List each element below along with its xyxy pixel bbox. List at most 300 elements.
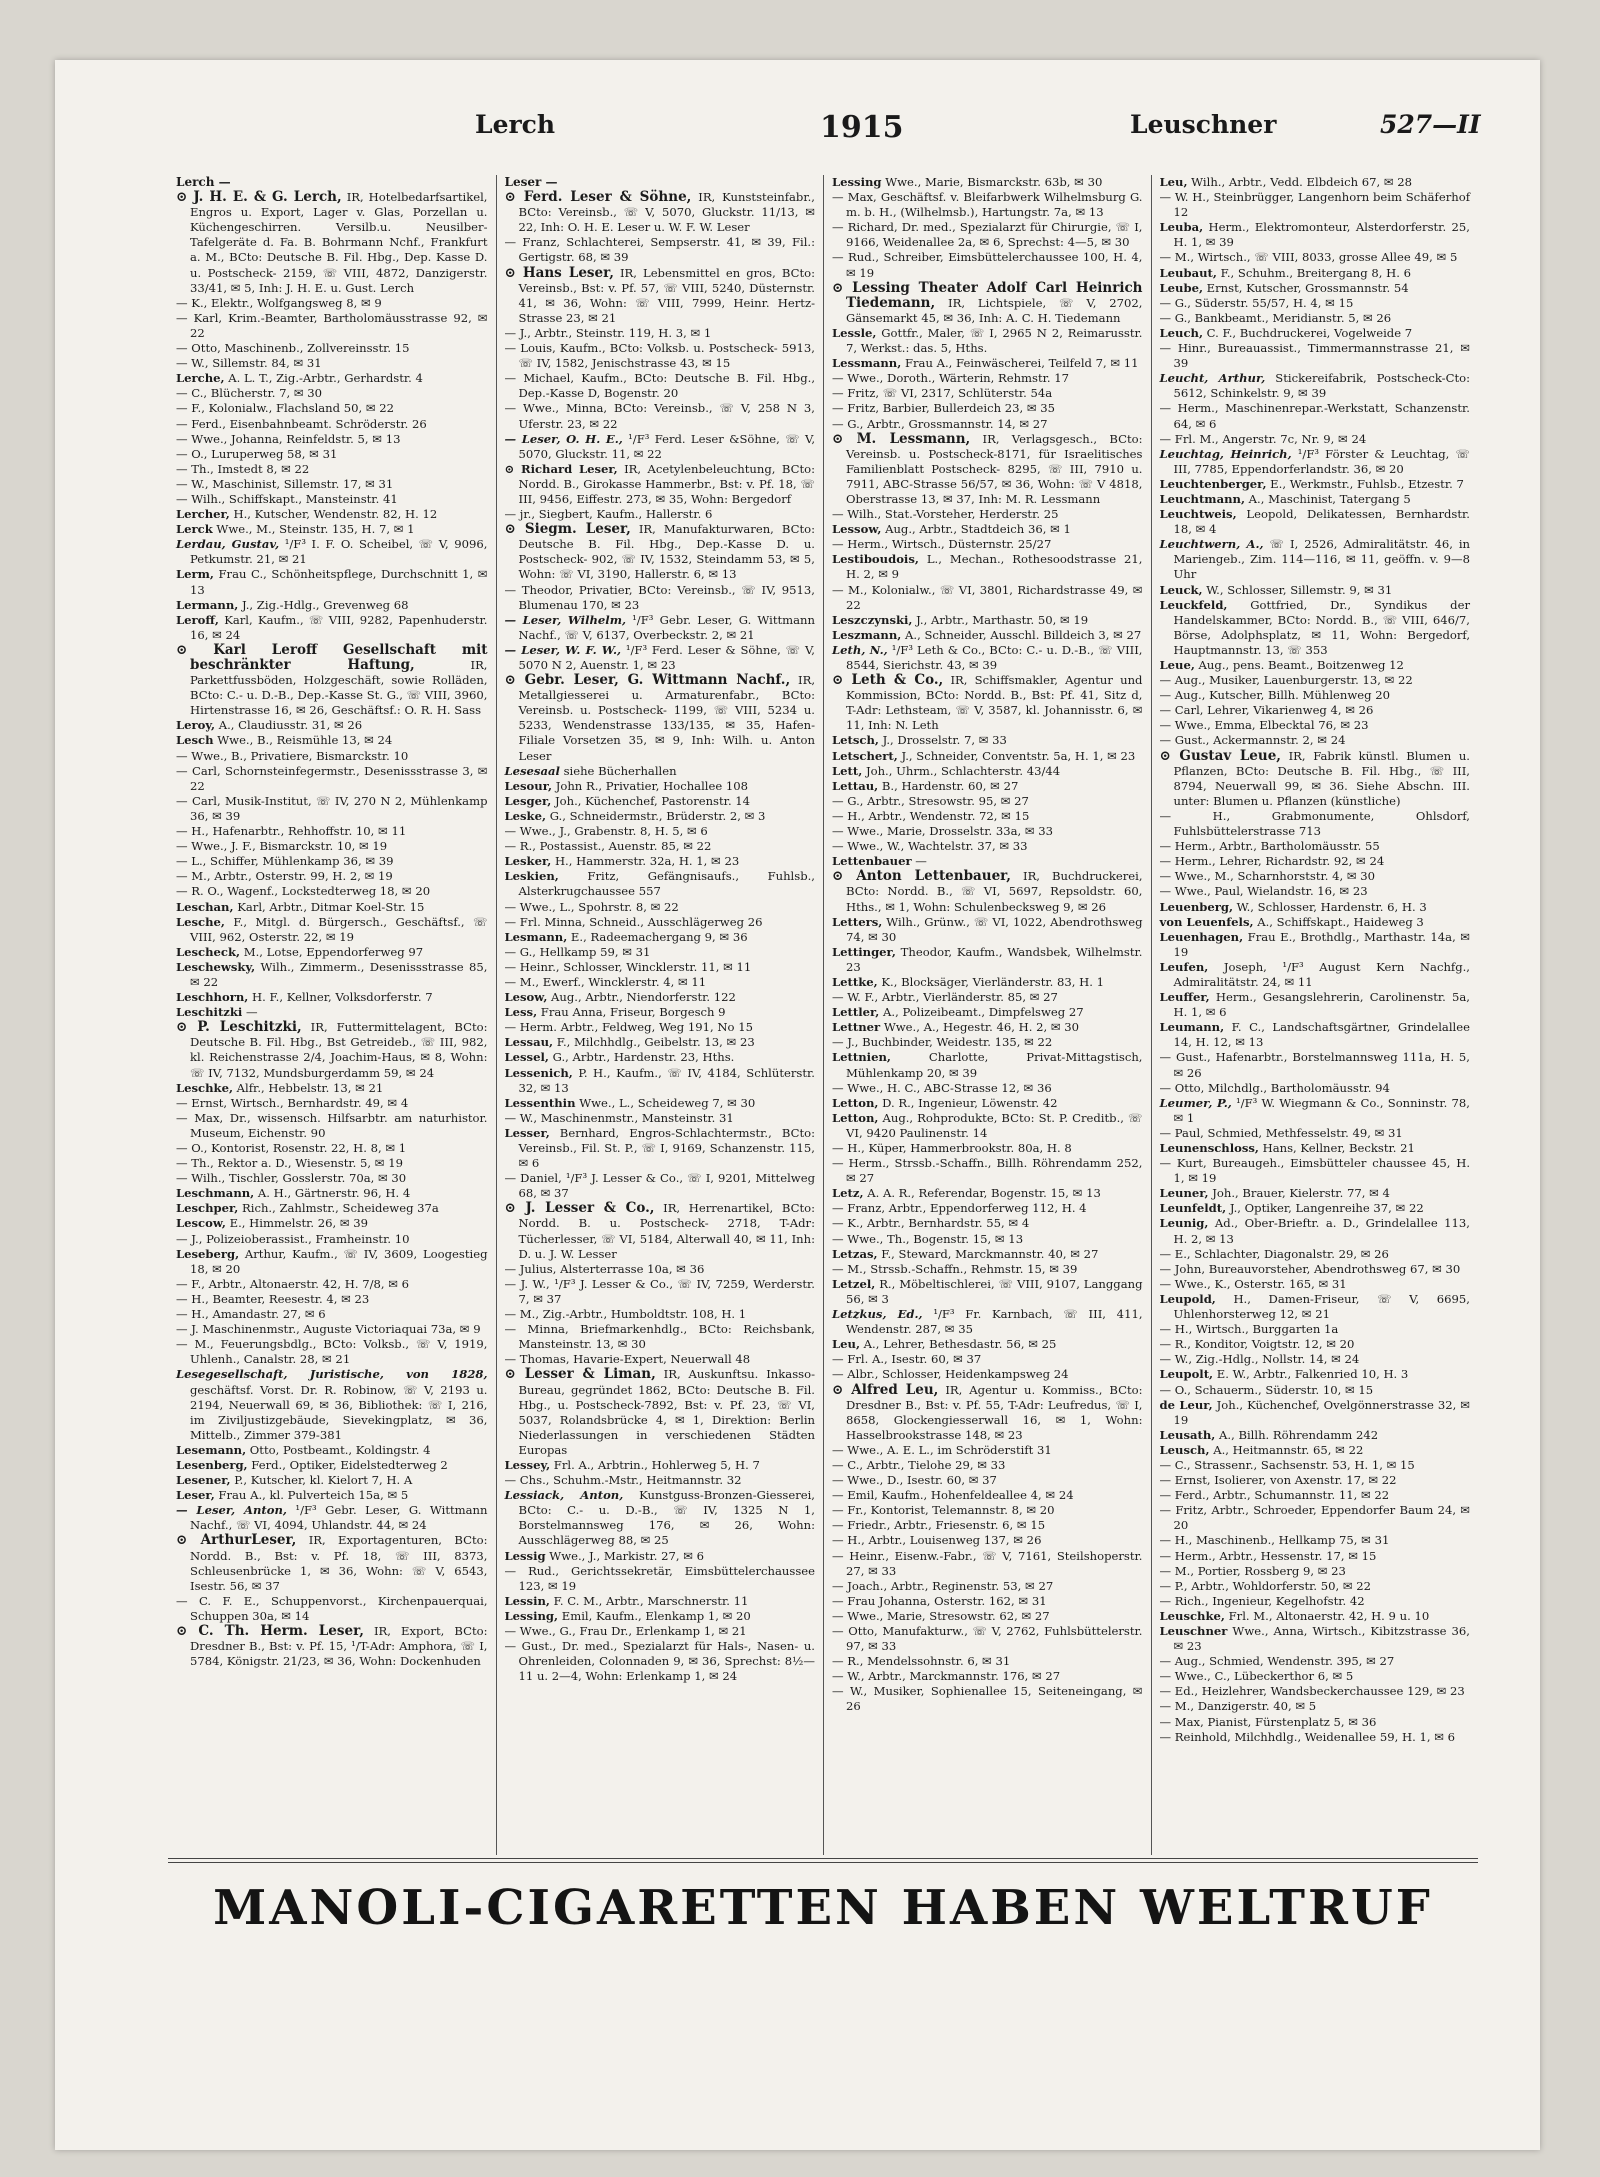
entry-details: IR, Agentur u. Kommiss., BCto: Dresdner B., Bst: v. Pf. 55, T-Adr: Leufredus, ☏ I, 8658, Glockengiesserwall 16, ✉ 1, Wohn: Hasselbrookstrasse 148, ✉ 23 <box>846 1382 1143 1442</box>
entry-details: — M., Wirtsch., ☏ VIII, 8033, grosse Allee 49, ✉ 5 <box>1159 250 1458 265</box>
entry-name: ⊙ C. Th. Herm. Leser, <box>176 1623 364 1639</box>
entry-details: — Ed., Heizlehrer, Wandsbeckerchaussee 129, ✉ 23 <box>1159 1684 1465 1699</box>
entry-details: — H., Küper, Hammerbrookstr. 80a, H. 8 <box>832 1141 1072 1155</box>
entry-name: Leuchtweis, <box>1159 507 1237 522</box>
directory-entry <box>176 507 488 522</box>
directory-entry <box>505 1322 816 1352</box>
entry-details: H., Damen-Friseur, ☏ V, 6695, Uhlenhorsterweg 12, ✉ 21 <box>1173 1291 1470 1322</box>
directory-entry <box>1160 1549 1471 1564</box>
entry-details: Otto, Postbeamt., Koldingstr. 4 <box>246 1442 431 1457</box>
directory-entry <box>1160 1428 1471 1443</box>
entry-details: — Chs., Schuhm.-Mstr., Heitmannstr. 32 <box>504 1473 742 1488</box>
entry-name: Leth, N., <box>832 642 888 657</box>
entry-details: Gottfried, Dr., Syndikus der Handelskammer, BCto: Nordd. B., ☏ VIII, 646/7, Börse, Adolphsplatz, ✉ 11, Wohn: Bergedorf, Hauptmannstr. 13, ☏ 353 <box>1173 597 1470 657</box>
entry-details: — Carl, Schornsteinfegermstr., Desenissstrasse 3, ✉ 22 <box>176 763 488 793</box>
entry-details: Stickereifabrik, Postscheck-Cto: 5612, Schinkelstr. 9, ✉ 39 <box>1173 371 1470 401</box>
directory-entry <box>1160 250 1471 265</box>
directory-entry <box>1160 854 1471 869</box>
entry-name: Leschan, <box>176 899 234 914</box>
entry-details: IR, Manufakturwaren, BCto: Deutsche B. Fil. Hbg., Dep.-Kasse D. u. Postscheck- 902, ☏ IV, 1532, Steindamm 53, ✉ 5, Wohn: ☏ VI, 3190, Hallerstr. 6, ✉ 13 <box>518 522 815 582</box>
entry-details: — Herm., Maschinenrepar.-Werkstatt, Schanzenstr. 64, ✉ 6 <box>1159 401 1470 431</box>
entry-name: Lercher, <box>176 507 230 522</box>
entry-details: J., Zig.-Hdlg., Grevenweg 68 <box>238 597 409 612</box>
directory-entry <box>1160 1473 1471 1488</box>
directory-entry <box>1160 1201 1471 1216</box>
directory-entry <box>176 371 488 386</box>
entry-name: Leubaut, <box>1159 265 1217 280</box>
directory-entry <box>505 779 816 794</box>
directory-entry <box>176 417 488 432</box>
entry-details: P., Kutscher, kl. Kielort 7, H. A <box>230 1473 413 1488</box>
entry-details: — Wwe., W., Wachtelstr. 37, ✉ 33 <box>832 839 1028 854</box>
entry-details: A., Maschinist, Tatergang 5 <box>1244 491 1411 506</box>
directory-entry <box>1160 1337 1471 1352</box>
directory-entry <box>505 1005 816 1020</box>
entry-details: Arthur, Kaufm., ☏ IV, 3609, Loogestieg 18, ✉ 20 <box>190 1246 488 1276</box>
directory-entry <box>832 1609 1143 1624</box>
directory-entry <box>176 432 488 447</box>
directory-entry <box>176 1247 488 1277</box>
directory-entry <box>832 1020 1143 1035</box>
entry-name: Leschke, <box>176 1080 233 1095</box>
directory-entry <box>176 749 488 764</box>
entry-name: Lessing, <box>504 1608 559 1623</box>
directory-entry <box>1160 1669 1471 1684</box>
entry-details: Wilh., Arbtr., Vedd. Elbdeich 67, ✉ 28 <box>1187 175 1413 189</box>
directory-entry <box>505 1624 816 1639</box>
entry-details: — Gust., Dr. med., Spezialarzt für Hals-, Nasen- u. Ohrenleiden, Colonnaden 9, ✉ 36, Sprechst: 8½—11 u. 2—4, Wohn: Erlenkamp 1, ✉ 24 <box>504 1639 815 1684</box>
entry-details: — R., Konditor, Voigtstr. 12, ✉ 20 <box>1159 1337 1355 1352</box>
entry-name: Lessin, <box>504 1593 550 1608</box>
directory-entry <box>176 477 488 492</box>
entry-details: — Wwe., D., Isestr. 60, ✉ 37 <box>832 1473 997 1488</box>
entry-details: — Wwe., Th., Bogenstr. 15, ✉ 13 <box>832 1231 1024 1246</box>
entry-details: J., Arbtr., Marthastr. 50, ✉ 19 <box>912 612 1089 627</box>
entry-details: — Kurt, Bureaugeh., Eimsbütteler chaussee 45, H. 1, ✉ 19 <box>1159 1156 1470 1186</box>
entry-details: — Wwe., Emma, Elbecktal 76, ✉ 23 <box>1159 718 1369 733</box>
directory-entry <box>832 733 1143 748</box>
entry-details: A., Billh. Röhrendamm 242 <box>1215 1427 1379 1442</box>
directory-entry <box>1160 432 1471 447</box>
directory-entry <box>505 809 816 824</box>
directory-entry <box>176 643 488 718</box>
entry-details: — C., Strassenr., Sachsenstr. 53, H. 1, ✉ 15 <box>1159 1457 1415 1472</box>
entry-details: — Gust., Ackermannstr. 2, ✉ 24 <box>1159 733 1346 748</box>
entry-details: B., Hardenstr. 60, ✉ 27 <box>878 778 1019 793</box>
entry-name: Leuffer, <box>1159 990 1210 1005</box>
entry-details: IR, Lichtspiele, ☏ V, 2702, Gänsemarkt 45, ✉ 36, Inh: A. C. H. Tiedemann <box>846 295 1143 325</box>
entry-details: — F., Arbtr., Altonaerstr. 42, H. 7/8, ✉ 6 <box>176 1276 410 1291</box>
directory-entry <box>505 462 816 507</box>
directory-entry <box>832 673 1143 733</box>
directory-entry <box>1160 1216 1471 1246</box>
entry-details: — Fritz, Arbtr., Schroeder, Eppendorfer Baum 24, ✉ 20 <box>1159 1503 1470 1533</box>
entry-name: ⊙ Karl Leroff Gesellschaft mit beschränkter Haftung, <box>176 641 488 673</box>
entry-details: E., Radeemachergang 9, ✉ 36 <box>567 929 748 944</box>
directory-entry <box>832 326 1143 356</box>
entry-details: Wwe., A., Hegestr. 46, H. 2, ✉ 30 <box>880 1020 1080 1035</box>
entry-details: — Wwe., J. F., Bismarckstr. 10, ✉ 19 <box>176 839 388 854</box>
entry-details: — Albr., Schlosser, Heidenkampsweg 24 <box>832 1367 1069 1382</box>
entry-details: A. L. T., Zig.-Arbtr., Gerhardstr. 4 <box>224 371 423 386</box>
entry-name: Lesche, <box>176 914 225 929</box>
entry-details: — Wilh., Tischler, Gosslerstr. 70a, ✉ 30 <box>176 1171 407 1186</box>
directory-entry <box>1160 869 1471 884</box>
entry-details: D. R., Ingenieur, Löwenstr. 42 <box>878 1095 1058 1110</box>
entry-details: — M., Arbtr., Osterstr. 99, H. 2, ✉ 19 <box>176 869 393 884</box>
entry-details: — Franz, Schlachterei, Sempserstr. 41, ✉ 39, Fil.: Gertigstr. 68, ✉ 39 <box>504 235 815 265</box>
entry-name: Lessig <box>504 1548 546 1563</box>
entry-details: — Wwe., L., Spohrstr. 8, ✉ 22 <box>504 899 679 914</box>
directory-entry <box>176 1292 488 1307</box>
entry-details: ¹/F³ I. F. O. Scheibel, ☏ V, 9096, Petkumstr. 21, ✉ 21 <box>190 537 488 567</box>
entry-name: Lestiboudois, <box>832 552 919 567</box>
entry-details: — Wwe., Paul, Wielandstr. 16, ✉ 23 <box>1159 884 1368 899</box>
entry-details: — M., Danzigerstr. 40, ✉ 5 <box>1159 1699 1317 1714</box>
entry-details: Wwe., Anna, Wirtsch., Kibitzstrasse 36, ✉ 23 <box>1173 1624 1470 1654</box>
directory-entry <box>505 1111 816 1126</box>
directory-entry <box>1160 1247 1471 1262</box>
entry-details: — Herm., Arbtr., Hessenstr. 17, ✉ 15 <box>1159 1548 1377 1563</box>
entry-details: F., Schuhm., Breitergang 8, H. 6 <box>1216 265 1411 280</box>
directory-entry <box>832 537 1143 552</box>
directory-entry <box>832 749 1143 764</box>
entry-details: Gottfr., Maler, ☏ I, 2965 N 2, Reimarusstr. 7, Werkst.: das. 5, Hths. <box>846 325 1143 356</box>
entry-details: Alfr., Hebbelstr. 13, ✉ 21 <box>233 1080 384 1095</box>
directory-entry <box>176 824 488 839</box>
entry-details: — Theodor, Privatier, BCto: Vereinsb., ☏ IV, 9513, Blumenau 170, ✉ 23 <box>504 582 815 612</box>
directory-entry <box>832 643 1143 673</box>
entry-details: — W., Maschinenmstr., Mansteinstr. 31 <box>504 1110 734 1125</box>
entry-details: IR, Export, BCto: Dresdner B., Bst: v. Pf. 15, ¹/T-Adr: Amphora, ☏ I, 5784, Königstr. 21/23, ✉ 36, Wohn: Dockenhuden <box>190 1624 488 1669</box>
entry-details: — M., Portier, Rossberg 9, ✉ 23 <box>1159 1563 1346 1578</box>
directory-entry <box>1160 281 1471 296</box>
entry-name: de Leur, <box>1159 1397 1213 1412</box>
entry-name: Leuba, <box>1159 220 1204 235</box>
entry-name: Letzas, <box>832 1246 878 1261</box>
entry-name: ⊙ Siegm. Leser, <box>504 521 631 538</box>
directory-entry <box>832 613 1143 628</box>
entry-details: — C., Arbtr., Tielohe 29, ✉ 33 <box>832 1457 1006 1472</box>
entry-details: — Gust., Hafenarbtr., Borstelmannsweg 111a, H. 5, ✉ 26 <box>1159 1050 1470 1080</box>
directory-entry <box>832 356 1143 371</box>
entry-details: A. A. R., Referendar, Bogenstr. 15, ✉ 13 <box>863 1186 1101 1201</box>
directory-entry <box>832 250 1143 280</box>
entry-name: ⊙ P. Leschitzki, <box>176 1019 302 1036</box>
entry-name: Leuchtenberger, <box>1159 476 1267 491</box>
directory-entry <box>176 1216 488 1231</box>
directory-entry <box>1160 537 1471 582</box>
entry-name: Lerm, <box>176 567 214 582</box>
entry-details: Frau A., kl. Pulverteich 15a, ✉ 5 <box>214 1488 409 1503</box>
directory-entry <box>1160 1262 1471 1277</box>
entry-name: Leschper, <box>176 1201 239 1216</box>
directory-entry <box>1160 598 1471 658</box>
directory-entry <box>176 296 488 311</box>
entry-name: Lettenbauer <box>832 854 912 869</box>
directory-entry <box>505 613 816 643</box>
entry-name: Leunig, <box>1159 1216 1209 1231</box>
entry-details: — Wwe., Marie, Stresowstr. 62, ✉ 27 <box>832 1608 1050 1623</box>
entry-details: ☏ I, 2526, Admiralitätstr. 46, in Mariengeb., Zim. 114—116, ✉ 11, geöffn. v. 9—8 Uhr <box>1173 537 1470 582</box>
entry-details: — J. W., ¹/F³ J. Lesser & Co., ☏ IV, 7259, Werderstr. 7, ✉ 37 <box>504 1276 815 1306</box>
entry-details: — O., Luruperweg 58, ✉ 31 <box>176 446 338 461</box>
directory-entry <box>1160 1699 1471 1714</box>
entry-details: H. F., Kellner, Volksdorferstr. 7 <box>248 990 433 1005</box>
directory-entry <box>505 900 816 915</box>
entry-name: ⊙ Leth & Co., <box>832 672 944 689</box>
entry-details: Bernhard, Engros-Schlachtermstr., BCto: Vereinsb., Fil. St. P., ☏ I, 9169, Schanzenstr. 115, ✉ 6 <box>518 1125 815 1171</box>
directory-entry <box>832 522 1143 537</box>
directory-entry <box>1160 175 1471 190</box>
entry-details: geschäftsf. Vorst. Dr. R. Robinow, ☏ V, 2193 u. 2194, Neuerwall 69, ✉ 36, Bibliothek: ☏ I, 216, im Ziviljustizgebäude, Sievekingplatz, ✉ 36, Mittelb., Zimmer 379-381 <box>190 1382 488 1442</box>
entry-details: A., Heitmannstr. 65, ✉ 22 <box>1209 1442 1364 1457</box>
entry-details: Rich., Zahlmstr., Scheideweg 37a <box>238 1201 439 1216</box>
entry-details: — W., Maschinist, Sillemstr. 17, ✉ 31 <box>176 476 394 491</box>
directory-entry <box>505 401 816 431</box>
directory-entry <box>832 1216 1143 1231</box>
entry-details: — K., Elektr., Wolfgangsweg 8, ✉ 9 <box>176 295 382 310</box>
entry-name: Letzkus, Ed., <box>832 1307 923 1322</box>
entry-details: — Wwe., Johanna, Reinfeldstr. 5, ✉ 13 <box>176 431 401 446</box>
directory-entry <box>176 311 488 341</box>
directory-entry <box>1160 311 1471 326</box>
entry-details: — Ferd., Arbtr., Schumannstr. 11, ✉ 22 <box>1159 1488 1390 1503</box>
entry-details: — Max, Dr., wissensch. Hilfsarbtr. am naturhistor. Museum, Eichenstr. 90 <box>176 1110 488 1140</box>
entry-details: IR, Acetylenbeleuchtung, BCto: Nordd. B., Girokasse Hammerbr., Bst: v. Pf. 18, ☏ III, 9456, Eiffestr. 273, ✉ 35, Wohn: Bergedorf <box>518 461 815 506</box>
directory-entry <box>176 1111 488 1141</box>
entry-name: Lescow, <box>176 1216 226 1231</box>
entry-details: — Otto, Milchdlg., Bartholomäusstr. 94 <box>1159 1080 1390 1095</box>
entry-details: Karl, Arbtr., Ditmar Koel-Str. 15 <box>233 899 425 914</box>
entry-name: — Leser, Wilhelm, <box>504 612 626 627</box>
directory-entry <box>176 1096 488 1111</box>
entry-name: ⊙ ArthurLeser, <box>176 1532 297 1549</box>
directory-entry <box>832 1247 1143 1262</box>
entry-details: ¹/F³ Gebr. Leser, G. Wittmann Nachf., ☏ V, 6137, Overbeckstr. 2, ✉ 21 <box>518 612 815 642</box>
entry-details: — Wwe., K., Osterstr. 165, ✉ 31 <box>1159 1276 1347 1291</box>
directory-entry <box>832 1005 1143 1020</box>
entry-details: Wwe., Marie, Bismarckstr. 63b, ✉ 30 <box>881 175 1103 189</box>
entry-details: ¹/F³ Ferd. Leser &Söhne, ☏ V, 5070, Gluckstr. 11, ✉ 22 <box>518 431 816 461</box>
entry-details: — Rich., Ingenieur, Kegelhofstr. 42 <box>1159 1593 1365 1608</box>
entry-details: F., Steward, Marckmannstr. 40, ✉ 27 <box>877 1246 1099 1261</box>
directory-entry <box>1160 401 1471 431</box>
directory-entry <box>505 673 816 764</box>
directory-entry <box>176 1533 488 1593</box>
directory-entry <box>832 1156 1143 1186</box>
directory-entry <box>832 1050 1143 1080</box>
entry-name: Leser, <box>176 1488 215 1503</box>
directory-entry <box>832 386 1143 401</box>
entry-name: Lesser, <box>504 1125 550 1140</box>
entry-details: — W., Zig.-Hdlg., Nollstr. 14, ✉ 24 <box>1159 1352 1360 1367</box>
directory-entry <box>832 1654 1143 1669</box>
directory-entry <box>176 733 488 748</box>
directory-entry <box>832 1367 1143 1382</box>
directory-entry <box>176 1488 488 1503</box>
entry-name: Leube, <box>1159 280 1203 295</box>
entry-name: Leroy, <box>176 718 216 733</box>
entry-details: — Ernst, Isolierer, von Axenstr. 17, ✉ 22 <box>1159 1473 1397 1488</box>
entry-name: Lesker, <box>504 854 552 869</box>
directory-entry <box>832 1352 1143 1367</box>
entry-details: — <box>911 854 927 869</box>
entry-details: L., Mechan., Rothesoodstrasse 21, H. 2, ✉ 9 <box>846 552 1143 582</box>
directory-entry <box>505 1277 816 1307</box>
entry-details: — Thomas, Havarie-Expert, Neuerwall 48 <box>504 1352 751 1367</box>
entry-name: ⊙ Hans Leser, <box>504 264 614 281</box>
entry-details: — <box>242 1005 258 1020</box>
entry-name: Leuchtag, Heinrich, <box>1159 446 1292 461</box>
directory-entry <box>505 1594 816 1609</box>
entry-details: — Wwe., C., Lübeckerthor 6, ✉ 5 <box>1159 1669 1354 1684</box>
directory-entry <box>1160 296 1471 311</box>
directory-entry <box>1160 326 1471 341</box>
directory-entry <box>832 975 1143 990</box>
entry-details: — R. O., Wagenf., Lockstedterweg 18, ✉ 20 <box>176 884 431 899</box>
entry-details: — Emil, Kaufm., Hohenfeldeallee 4, ✉ 24 <box>832 1488 1074 1503</box>
entry-details: — C. F. E., Schuppenvorst., Kirchenpauerquai, Schuppen 30a, ✉ 14 <box>176 1593 488 1623</box>
directory-entry <box>176 1594 488 1624</box>
entry-name: Lesch <box>176 733 214 748</box>
entry-name: ⊙ Alfred Leu, <box>832 1381 939 1398</box>
entry-details: IR, Herrenartikel, BCto: Nordd. B. u. Postscheck- 2718, T-Adr: Tücherlesser, ☏ VI, 5184, Alterwall 40, ✉ 11, Inh: D. u. J. W. Lesser <box>518 1201 816 1261</box>
directory-entry <box>832 1488 1143 1503</box>
directory-entry <box>832 1081 1143 1096</box>
entry-name: Leskien, <box>504 869 559 884</box>
entry-details: ¹/F³ W. Wiegmann & Co., Sonninstr. 78, ✉ 1 <box>1173 1095 1470 1125</box>
entry-details: — J., Polizeioberassist., Framheinstr. 10 <box>176 1231 410 1246</box>
directory-entry <box>1160 930 1471 960</box>
directory-entry <box>176 190 488 296</box>
directory-entry <box>176 900 488 915</box>
entry-details: IR, Lebensmittel en gros, BCto: Vereinsb., Bst: v. Pf. 57, ☏ VIII, 5240, Düsternstr. 41, ✉ 36, Wohn: ☏ VIII, 7999, Heinr. Hertz-Strasse 23, ✉ 21 <box>518 265 816 325</box>
directory-entry <box>1160 749 1471 809</box>
directory-entry <box>176 1322 488 1337</box>
entry-name: Leuckfeld, <box>1159 597 1228 612</box>
entry-name: Leske, <box>504 808 547 823</box>
directory-entry <box>505 432 816 462</box>
directory-entry <box>505 1171 816 1201</box>
entry-details: — Fr., Kontorist, Telemannstr. 8, ✉ 20 <box>832 1503 1055 1518</box>
entry-details: — H., Grabmonumente, Ohlsdorf, Fuhlsbüttelerstrasse 713 <box>1159 808 1470 839</box>
entry-details: J., Schneider, Conventstr. 5a, H. 1, ✉ 23 <box>897 748 1136 763</box>
entry-details: — Frl. M., Angerstr. 7c, Nr. 9, ✉ 24 <box>1159 431 1367 446</box>
entry-details: E. W., Arbtr., Falkenried 10, H. 3 <box>1213 1367 1409 1382</box>
entry-details: Frl. A., Arbtrin., Hohlerweg 5, H. 7 <box>550 1457 760 1472</box>
directory-entry <box>1160 1352 1471 1367</box>
directory-entry <box>1160 1533 1471 1548</box>
directory-entry <box>505 1066 816 1096</box>
entry-details: P. H., Kaufm., ☏ IV, 4184, Schlüterstr. 32, ✉ 13 <box>518 1065 815 1095</box>
entry-details: — M., Kolonialw., ☏ VI, 3801, Richardstrasse 49, ✉ 22 <box>832 582 1143 612</box>
directory-entry <box>1160 839 1471 854</box>
directory-entry <box>176 854 488 869</box>
entry-name: Leunenschloss, <box>1159 1141 1259 1155</box>
directory-entry <box>1160 884 1471 899</box>
entry-name: Leu, <box>832 1337 860 1352</box>
directory-entry <box>1160 1624 1471 1654</box>
entry-details: R., Möbeltischlerei, ☏ VIII, 9107, Langgang 56, ✉ 3 <box>846 1276 1143 1306</box>
entry-details: — Wilh., Schiffskapt., Mansteinstr. 41 <box>176 491 398 506</box>
column-3 <box>823 175 1151 1855</box>
directory-entry <box>505 854 816 869</box>
directory-entry <box>1160 688 1471 703</box>
directory-entry <box>832 779 1143 794</box>
entry-details: — Wwe., M., Scharnhorststr. 4, ✉ 30 <box>1159 869 1376 884</box>
directory-entry <box>832 175 1143 190</box>
directory-entry <box>176 960 488 990</box>
directory-entry <box>832 1458 1143 1473</box>
entry-details: Fritz, Gefängnisaufs., Fuhlsb., Alsterkrugchaussee 557 <box>518 869 815 899</box>
directory-entry <box>505 235 816 265</box>
entry-details: Frau E., Brothdlg., Marthastr. 14a, ✉ 19 <box>1173 929 1470 959</box>
entry-details: — Paul, Schmied, Methfesselstr. 49, ✉ 31 <box>1159 1125 1403 1140</box>
directory-entry <box>505 1488 816 1548</box>
entry-name: Lettler, <box>832 1005 880 1020</box>
entry-details: Wilh., Grünw., ☏ VI, 1022, Abendrothsweg 74, ✉ 30 <box>846 914 1143 944</box>
entry-name: Leupold, <box>1159 1291 1216 1306</box>
directory-entry <box>505 326 816 341</box>
entry-details: Joh., Küchenchef, Ovelgönnerstrasse 32, ✉ 19 <box>1173 1397 1470 1427</box>
entry-details: J., Drosselstr. 7, ✉ 33 <box>878 733 1007 748</box>
entry-details: — Aug., Musiker, Lauenburgerstr. 13, ✉ 22 <box>1159 673 1413 688</box>
directory-entry <box>1160 1277 1471 1292</box>
entry-name: Lesow, <box>504 990 548 1005</box>
directory-entry <box>1160 960 1471 990</box>
entry-name: Leschhorn, <box>176 990 249 1005</box>
entry-details: — M., Strssb.-Schaffn., Rehmstr. 15, ✉ 39 <box>832 1261 1078 1276</box>
entry-details: M., Lotse, Eppendorferweg 97 <box>240 944 424 959</box>
entry-details: A., Claudiusstr. 31, ✉ 26 <box>215 718 363 733</box>
directory-entry <box>176 1186 488 1201</box>
directory-entry <box>832 1307 1143 1337</box>
entry-details: — G., Süderstr. 55/57, H. 4, ✉ 15 <box>1159 295 1354 310</box>
directory-entry <box>832 1337 1143 1352</box>
entry-name: ⊙ Gebr. Leser, G. Wittmann Nachf., <box>504 672 791 689</box>
directory-entry <box>1160 990 1471 1020</box>
entry-name: Leseberg, <box>176 1246 240 1261</box>
entry-details: Leopold, Delikatessen, Bernhardstr. 18, ✉ 4 <box>1173 507 1470 537</box>
entry-details: Frau C., Schönheitspflege, Durchschnitt 1, ✉ 13 <box>190 567 488 597</box>
directory-entry <box>1160 1186 1471 1201</box>
directory-entry <box>505 764 816 779</box>
entry-details: IR, Verlagsgesch., BCto: Vereinsb. u. Postscheck-8171, für Israelitisches Familienblatt Postscheck- 8295, ☏ III, 7910 u. 7911, ABC-Strasse 56/57, ✉ 36, Wohn: ☏ V 4818, Oberstrasse 13, ✉ 37, Inh: M. R. Lessmann <box>846 431 1143 506</box>
directory-entry <box>176 401 488 416</box>
entry-details: — Th., Rektor a. D., Wiesenstr. 5, ✉ 19 <box>176 1156 403 1171</box>
entry-details: — Heinr., Schlosser, Wincklerstr. 11, ✉ 11 <box>504 959 752 974</box>
entry-details: Frau Anna, Friseur, Borgesch 9 <box>537 1005 726 1020</box>
entry-details: Hans, Kellner, Beckstr. 21 <box>1258 1141 1415 1155</box>
entry-name: Lettner <box>832 1020 881 1035</box>
entry-details: G., Schneidermstr., Brüderstr. 2, ✉ 3 <box>546 808 766 823</box>
entry-name: ⊙ Ferd. Leser & Söhne, <box>504 189 692 206</box>
directory-entry <box>176 1473 488 1488</box>
entry-name: Letschert, <box>832 748 898 763</box>
directory-entry <box>832 1579 1143 1594</box>
entry-name: Lettnien, <box>832 1050 891 1065</box>
entry-details: — Carl, Lehrer, Vikarienweg 4, ✉ 26 <box>1159 703 1374 718</box>
entry-details: IR, Futtermittelagent, BCto: Deutsche B. Fil. Hbg., Bst Getreideb., ☏ III, 982, kl. Reichenstrasse 2/4, Joachim-Haus, ✉ 8, Wohn: ☏ IV, 7132, Mundsburgerdamm 59, ✉ 24 <box>190 1020 488 1080</box>
directory-entry <box>832 401 1143 416</box>
entry-name: ⊙ Anton Lettenbauer, <box>832 868 1012 885</box>
directory-entry <box>505 1096 816 1111</box>
entry-details: IR, Metallgiesserei u. Armaturenfabr., BCto: Vereinsb. u. Postscheck- 1199, ☏ VIII, 5234 u. 5233, Wendenstrasse 133/135, ✉ 35, Hafen-Filiale Vorsetzen 35, ✉ 9, Inh: Wilh. u. Anton Leser <box>518 673 815 763</box>
directory-entry <box>1160 1383 1471 1398</box>
entry-details: — Rud., Gerichtssekretär, Eimsbüttelerchaussee 123, ✉ 19 <box>504 1563 815 1593</box>
directory-entry <box>832 1518 1143 1533</box>
